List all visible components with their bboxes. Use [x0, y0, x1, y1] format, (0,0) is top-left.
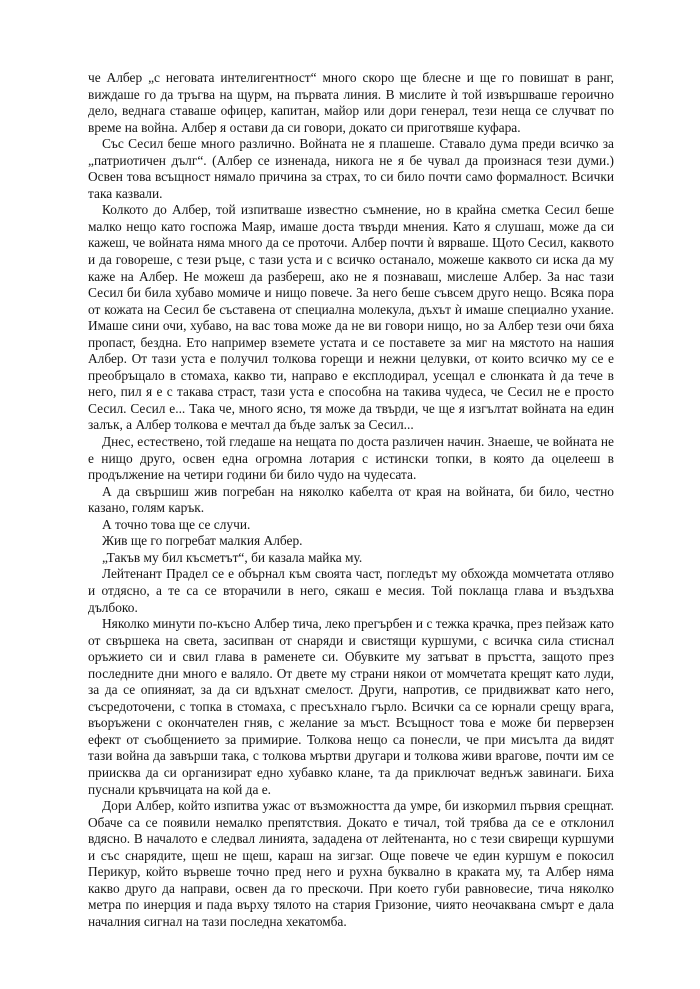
- paragraph: А точно това ще се случи.: [102, 516, 251, 532]
- paragraph: Жив ще го погребат малкия Албер.: [102, 533, 303, 549]
- paragraph: Дори Албер, който изпитва ужас от възможността да умре, би изкормил първия срещнат. Обаче са се появили немалко препятствия. Докато е тичал, той трябва да се е отклонил вдясно. В началото е следвал линията, зададена от лейтенанта, но с тези свирещи куршуми и със снарядите, щеш не щеш, караш на зигзаг. Още повече че един куршум е покосил Перикур, който вървеше точно пред него и рухна буквално в краката му, та Албер няма какво друго да направи, освен да го прескочи. При което губи равновесие, тича няколко метра по инерция и пада върху тялото на стария Гризоние, чиято неочаквана смърт е дала началния сигнал на тази последна хекатомба.: [88, 798, 614, 929]
- paragraph: „Такъв му бил късметът“, би казала майка му.: [102, 549, 363, 565]
- paragraph: Днес, естествено, той гледаше на нещата по доста различен начин. Знаеше, че войната не е нищо друго, освен една огромна лотария с истински топки, в която да оцелееш в продължение на четири години би било чудо на чудесата.: [88, 434, 614, 483]
- paragraph: А да свършиш жив погребан на няколко кабелта от края на войната, би било, честно казано, голям карък.: [88, 483, 614, 516]
- document-page: [88, 70, 614, 930]
- paragraph: Лейтенант Прадел се е обърнал към своята част, погледът му обхожда момчетата отляво и отдясно, а те са се вторачили в него, сякаш е месия. Той поклаща глава и въздъхва дълбоко.: [88, 566, 614, 615]
- paragraph: Със Сесил беше много различно. Войната не я плашеше. Ставало дума преди всичко за „патриотичен дълг“. (Албер се изненада, никога не я бе чувал да произнася тези думи.) Освен това всъщност нямало причина за страх, то си било почти само формалност. Всички така казвали.: [88, 136, 614, 201]
- paragraph: че Албер „с неговата интелигентност“ много скоро ще блесне и ще го повишат в ранг, виждаше го да тръгва на щурм, на първата линия. В мислите ѝ той извършваше героично дело, веднага ставаше офицер, капитан, майор или дори генерал, тези неща се случват по време на война. Албер я остави да си говори, докато си приготвяше куфара.: [88, 70, 614, 135]
- paragraph: Няколко минути по-късно Албер тича, леко прегърбен и с тежка крачка, през пейзаж като от свършека на света, засипван от снаряди и свистящи куршуми, с всичка сила стиснал оръжието си и свил глава в раменете си. Обувките му затъват в пръстта, защото през последните дни много е валяло. От двете му страни някои от момчетата крещят като луди, за да се опияняат, за да си вдъхнат смелост. Други, напротив, се придвижват като него, съсредоточени, с топка в стомаха, с пресъхнало гърло. Всички са се юрнали срещу врага, въоръжени с окончателен гняв, с желание за мъст. Всъщност това е може би перверзен ефект от съобщението за примирие. Толкова нещо са понесли, че при мисълта да видят тази война да завърши така, с толкова мъртви другари и толкова живи врагове, почти им се приисква да си организират едно хубавко клане, та да приключат веднъж завинаги. Биха пуснали кръвчицата на кой да е.: [88, 616, 614, 797]
- paragraph: Колкото до Албер, той изпитваше известно съмнение, но в крайна сметка Сесил беше малко нещо като госпожа Маяр, имаше доста твърди мнения. Като я слушаш, може да си кажеш, че войната няма много да се проточи. Албер почти ѝ вярваше. Щото Сесил, каквото и да говореше, с тези ръце, с тази уста и с всичко останало, можеше каквото си иска да му каже на Албер. Не можеш да разбереш, ако не я познаваш, мислеше Албер. За нас тази Сесил би била хубаво момиче и нищо повече. За него беше съвсем друго нещо. Всяка пора от кожата на Сесил бе съставена от специална молекула, дъхът ѝ имаше специално ухание. Имаше сини очи, хубаво, на вас това може да не ви говори нищо, но за Албер тези очи бяха пропаст, бездна. Ето например вземете устата и се поставете за миг на мястото на нашия Албер. От тази уста е получил толкова горещи и нежни целувки, от които всичко му се е преобръщало в стомаха, какво ти, направо е експлодирал, усещал е слюнката ѝ да тече в него, пил я е с такава страст, тази уста е способна на такива чудеса, че Сесил не е просто Сесил. Сесил е... Така че, много ясно, тя може да твърди, че ще я изгълтат войната на един залък, а Албер толкова е мечтал да бъде залък за Сесил...: [88, 202, 614, 433]
